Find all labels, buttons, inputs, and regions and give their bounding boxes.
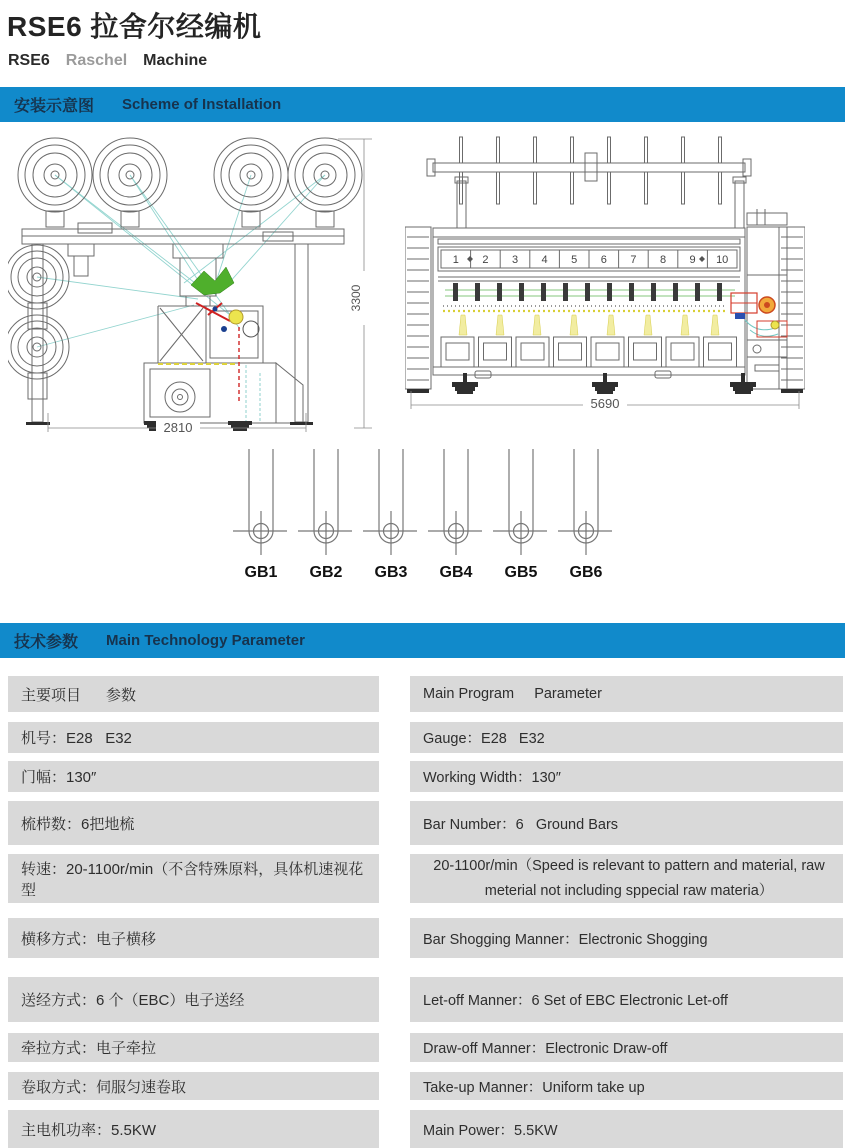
subtitle-machine: Machine [143,52,208,69]
svg-text:3: 3 [511,254,519,266]
svg-text:5: 5 [571,254,578,266]
param-letoff-en: Let-off Manner：6 Set of EBC Electronic Let-off [410,977,843,1022]
guide-bar-label: GB3 [374,564,408,581]
svg-text:1: 1 [452,254,459,266]
param-shogging-en: Bar Shogging Manner：Electronic Shogging [410,918,843,958]
svg-text:8: 8 [659,254,667,266]
param-letoff-zh: 送经方式：6 个（EBC）电子送经 [8,977,379,1022]
param-shogging-zh: 横移方式：电子横移 [8,918,379,958]
guide-bar-symbol [297,447,353,583]
param-gauge-en: Gauge：E28 E32 [410,722,843,753]
param-takeup-en: Take-up Manner：Uniform take up [410,1072,843,1100]
param-speed-zh: 转速：20-1100r/min（不含特殊原料，具体机速视花型 [8,854,379,903]
param-width-en: Working Width：130″ [410,761,843,792]
param-takeup-zh: 卷取方式：伺服匀速卷取 [8,1072,379,1100]
guide-bar-label: GB1 [244,564,278,581]
param-drawoff-en: Draw-off Manner：Electronic Draw-off [410,1033,843,1062]
param-power-zh: 主电机功率：5.5KW [8,1110,379,1148]
svg-text:6: 6 [600,254,607,266]
svg-text:2: 2 [482,254,489,266]
thread-lines [37,175,325,347]
guide-bar-mechanisms [443,283,735,335]
guide-bar-symbol [362,447,418,583]
guide-bar-symbol [232,447,288,583]
guide-bar-label: GB6 [569,564,603,581]
front-view-drawing [405,135,805,425]
svg-text:9: 9 [689,254,696,266]
section-parameters-en: Main Technology Parameter [106,632,305,649]
machine-frame [22,223,344,423]
section-header-parameters [0,623,845,658]
svg-text:10: 10 [716,254,729,266]
guide-bar-symbol [427,447,483,583]
page-subtitle [8,52,207,70]
dimension-width-label: 2810 [163,420,193,433]
param-width-zh: 门幅：130″ [8,761,379,792]
svg-text:4: 4 [541,254,548,266]
dimension-width-label: 5690 [590,396,620,411]
param-gauge-zh: 机号：E28 E32 [8,722,379,753]
param-power-en: Main Power：5.5KW [410,1110,843,1148]
section-installation-zh: 安装示意图 [14,98,95,115]
guide-bar-label: GB5 [504,564,538,581]
guide-bar-label: GB4 [439,564,473,581]
machine-feet [407,373,803,394]
svg-text:7: 7 [630,254,637,266]
dimension-height-label: 3300 [349,284,363,312]
page-title: RSE6 拉舍尔经编机 [7,11,262,42]
guide-bar-label: GB2 [309,564,343,581]
section-parameters-zh: 技术参数 [14,634,79,651]
main-body [433,228,745,378]
top-creel [427,137,751,228]
beam-segment-numbers [453,254,729,266]
param-header-en: Main Program Parameter [410,676,843,712]
param-speed-en: 20-1100r/min（Speed is relevant to pattern and material, raw meterial not including sppecial raw materia） [410,854,843,903]
guide-bar-symbol [492,447,548,583]
section-header-installation [0,87,845,122]
guide-bar-row [232,447,613,583]
section-installation-en: Scheme of Installation [122,96,282,113]
subtitle-raschel: Raschel [65,52,128,69]
guide-bar-symbol [557,447,613,583]
param-bars-zh: 梳栉数：6把地梳 [8,801,379,845]
subtitle-model: RSE6 [8,52,50,69]
param-header-zh: 主要项目 参数 [8,676,379,712]
param-drawoff-zh: 牵拉方式：电子牵拉 [8,1033,379,1062]
side-view-drawing [8,133,388,433]
param-bars-en: Bar Number：6 Ground Bars [410,801,843,845]
